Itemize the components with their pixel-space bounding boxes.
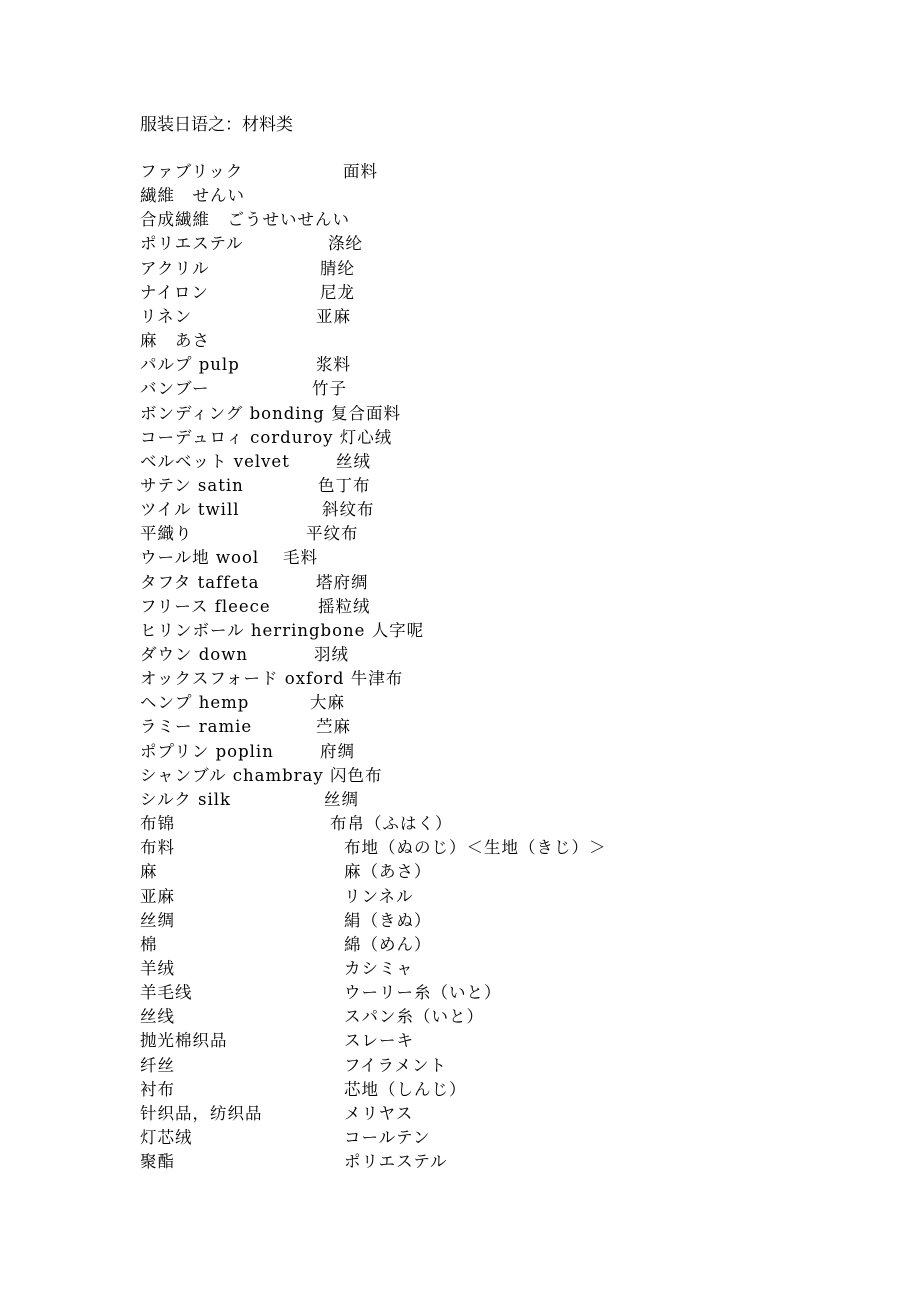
term-japanese: ツイル twill <box>140 500 240 520</box>
term-japanese: フリース fleece <box>140 596 271 616</box>
term-japanese: 羊毛线 <box>140 983 193 1003</box>
term-translation: 丝绸 <box>324 789 359 809</box>
term-japanese: パルプ pulp <box>140 355 240 375</box>
term-japanese: ヒリンボール herringbone 人字呢 <box>140 620 425 640</box>
term-translation: 芯地（しんじ） <box>344 1079 467 1099</box>
term-translation: 平纹布 <box>306 524 359 544</box>
term-japanese: 布料 <box>140 838 175 858</box>
term-translation: 丝绒 <box>336 451 371 471</box>
term-japanese: 聚酯 <box>140 1152 175 1172</box>
term-japanese: ファブリック <box>140 162 244 181</box>
term-translation: メリヤス <box>344 1103 414 1123</box>
term-japanese: ポプリン poplin <box>140 741 274 761</box>
term-translation: 塔府绸 <box>316 572 369 592</box>
term-japanese: ボンディング bonding 复合面料 <box>140 403 401 423</box>
term-translation: カシミャ <box>344 958 414 978</box>
term-translation: 毛料 <box>283 548 318 568</box>
term-japanese: ナイロン <box>140 282 209 302</box>
term-japanese: ベルベット velvet <box>140 451 290 471</box>
term-translation: 浆料 <box>316 355 351 375</box>
term-japanese: アクリル <box>140 258 210 278</box>
term-translation: スレーキ <box>344 1031 414 1051</box>
term-translation: リンネル <box>344 886 414 906</box>
term-japanese: シャンブル chambray 闪色布 <box>140 765 383 785</box>
term-translation: 面料 <box>343 162 378 181</box>
term-japanese: 衬布 <box>140 1079 175 1099</box>
term-japanese: ラミー ramie <box>140 717 253 737</box>
term-translation: ポリエステル <box>344 1152 448 1172</box>
term-japanese: 丝绸 <box>140 910 175 930</box>
term-japanese: サテン satin <box>140 475 244 495</box>
term-translation: ウーリー糸（いと） <box>344 983 502 1003</box>
term-japanese: コーデュロィ corduroy 灯心绒 <box>140 427 393 447</box>
term-translation: 府绸 <box>320 741 355 761</box>
term-translation: 布帛（ふはく） <box>330 814 453 834</box>
document-page <box>140 0 880 1302</box>
term-japanese: 平織り <box>140 524 193 544</box>
term-japanese: 繊維 せんい <box>140 186 245 206</box>
term-translation: スパン糸（いと） <box>344 1007 484 1027</box>
term-japanese: バンブー <box>140 379 210 399</box>
term-japanese: シルク silk <box>140 789 232 809</box>
term-translation: 摇粒绒 <box>318 596 371 616</box>
term-translation: 羽绒 <box>314 645 349 664</box>
term-japanese: 麻 <box>140 862 158 882</box>
term-translation: 布地（ぬのじ）＜生地（きじ）＞ <box>344 838 607 858</box>
document-title: 服装日语之：材料类 <box>140 115 293 135</box>
term-japanese: 羊绒 <box>140 958 175 978</box>
term-japanese: 抛光棉织品 <box>140 1031 228 1051</box>
term-japanese: ウール地 wool <box>140 548 260 568</box>
term-japanese: タフタ taffeta <box>140 572 260 592</box>
term-japanese: 合成繊維 ごうせいせんい <box>140 210 350 230</box>
term-japanese: ヘンプ hemp <box>140 693 250 713</box>
term-translation: フイラメント <box>344 1055 448 1075</box>
term-translation: 腈纶 <box>320 258 355 278</box>
term-translation: 綿（めん） <box>344 934 432 954</box>
term-japanese: 亚麻 <box>140 886 175 906</box>
term-translation: 涤纶 <box>328 234 363 254</box>
term-japanese: リネン <box>140 306 193 326</box>
term-translation: 苎麻 <box>316 717 351 737</box>
term-japanese: ポリエステル <box>140 234 244 254</box>
term-translation: 絹（きぬ） <box>344 910 432 930</box>
term-japanese: 丝线 <box>140 1007 175 1027</box>
term-japanese: 棉 <box>140 934 158 954</box>
term-translation: コールテン <box>344 1128 431 1147</box>
term-translation: 尼龙 <box>320 282 355 302</box>
term-translation: 大麻 <box>310 693 345 713</box>
term-translation: 斜纹布 <box>322 500 375 520</box>
term-translation: 麻（あさ） <box>344 862 432 882</box>
term-japanese: 纤丝 <box>140 1055 175 1075</box>
term-japanese: 布锦 <box>140 814 175 834</box>
term-translation: 亚麻 <box>316 306 351 326</box>
term-japanese: 针织品，纺织品 <box>140 1103 263 1123</box>
term-japanese: 灯芯绒 <box>140 1128 193 1147</box>
term-translation: 竹子 <box>312 379 347 399</box>
term-translation: 色丁布 <box>318 475 371 495</box>
term-japanese: オックスフォード oxford 牛津布 <box>140 669 404 689</box>
term-japanese: 麻 あさ <box>140 331 210 351</box>
term-japanese: ダウン down <box>140 645 248 664</box>
